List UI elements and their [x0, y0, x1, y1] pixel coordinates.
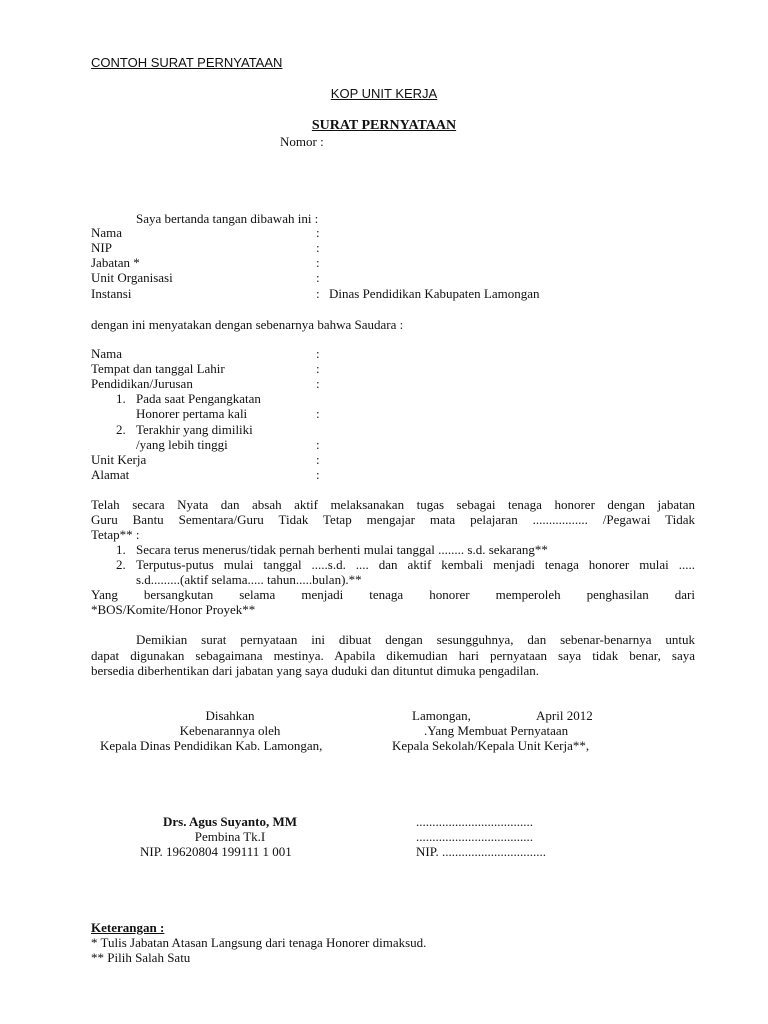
signature-line: Kebenarannya oleh	[179, 723, 281, 738]
field-colon: :	[316, 467, 320, 482]
note-item: ** Pilih Salah Satu	[91, 950, 191, 965]
field-colon: :	[316, 255, 320, 270]
income-line: *BOS/Komite/Honor Proyek**	[91, 602, 256, 617]
field-label: Unit Kerja	[91, 452, 147, 467]
field-colon: :	[316, 346, 320, 361]
field-colon: :	[316, 361, 320, 376]
field-label: Pada saat Pengangkatan	[136, 391, 261, 406]
declaration-text: dengan ini menyatakan dengan sebenarnya bahwa Saudara :	[91, 317, 404, 332]
document-title: SURAT PERNYATAAN	[311, 118, 457, 133]
body-paragraph-line: Guru Bantu Sementara/Guru Tidak Tetap mengajar mata pelajaran ................. /Pegawai Tidak	[91, 512, 695, 527]
field-label: Unit Organisasi	[91, 270, 173, 285]
kop-unit-kerja: KOP UNIT KERJA	[330, 86, 438, 101]
list-item: Secara terus menerus/tidak pernah berhenti mulai tanggal ........ s.d. sekarang**	[136, 542, 548, 557]
list-number: 1.	[116, 542, 126, 557]
list-item: Terputus-putus mulai tanggal .....s.d. .... dan aktif kembali menjadi tenaga honorer mulai .....	[136, 557, 695, 572]
list-item: s.d.........(aktif selama..... tahun.....bulan).**	[136, 572, 362, 587]
field-label: /yang lebih tinggi	[136, 437, 228, 452]
closing-line: Demikian surat pernyataan ini dibuat dengan sesungguhnya, dan sebenar-benarnya untuk	[136, 632, 695, 647]
signature-line: .Yang Membuat Pernyataan	[424, 723, 569, 738]
nomor-label: Nomor :	[280, 134, 324, 149]
field-colon: :	[316, 406, 320, 421]
income-line: Yang bersangkutan selama menjadi tenaga honorer memperoleh penghasilan dari	[91, 587, 695, 602]
signature-line: Kepala Dinas Pendidikan Kab. Lamongan,	[100, 738, 323, 753]
field-label: Nama	[91, 225, 123, 240]
signer-nip: NIP. 19620804 199111 1 001	[140, 844, 292, 859]
field-label: Honorer pertama kali	[136, 406, 248, 421]
notes-heading: Keterangan :	[91, 920, 165, 935]
field-label: Nama	[91, 346, 123, 361]
field-label: Alamat	[91, 467, 130, 482]
field-label: Terakhir yang dimiliki	[136, 422, 253, 437]
field-label: Pendidikan/Jurusan	[91, 376, 193, 391]
field-colon: :	[316, 452, 320, 467]
field-colon: :	[316, 376, 320, 391]
field-label: Instansi	[91, 286, 132, 301]
list-number: 2.	[116, 422, 126, 437]
closing-line: dapat digunakan sebagaimana mestinya. Apabila dikemudian hari pernyataan saya tidak benar, saya	[91, 648, 695, 663]
instansi-value: Dinas Pendidikan Kabupaten Lamongan	[329, 286, 540, 301]
nip-dots: NIP. ................................	[416, 844, 547, 859]
field-colon: :	[316, 270, 320, 285]
field-label: Tempat dan tanggal Lahir	[91, 361, 225, 376]
signature-line: Kepala Sekolah/Kepala Unit Kerja**,	[392, 738, 590, 753]
field-colon: :	[316, 437, 320, 452]
doc-label: CONTOH SURAT PERNYATAAN	[91, 55, 283, 70]
signer-rank: Pembina Tk.I	[194, 829, 266, 844]
signer-name: Drs. Agus Suyanto, MM	[163, 814, 297, 829]
list-number: 2.	[116, 557, 126, 572]
signature-line: Disahkan	[205, 708, 255, 723]
place-text: Lamongan,	[412, 708, 471, 723]
date-text: April 2012	[536, 708, 593, 723]
rank-dots: ....................................	[416, 829, 533, 844]
note-item: * Tulis Jabatan Atasan Langsung dari tenaga Honorer dimaksud.	[91, 935, 427, 950]
name-dots: ....................................	[416, 814, 533, 829]
field-label: NIP	[91, 240, 112, 255]
field-label: Jabatan *	[91, 255, 140, 270]
field-colon: :	[316, 286, 320, 301]
body-paragraph-line: Telah secara Nyata dan absah aktif melaksanakan tugas sebagai tenaga honorer dengan jabatan	[91, 497, 695, 512]
field-colon: :	[316, 225, 320, 240]
field-colon: :	[316, 240, 320, 255]
intro-text: Saya bertanda tangan dibawah ini :	[136, 211, 319, 226]
closing-line: bersedia diberhentikan dari jabatan yang saya duduki dan dituntut dimuka pengadilan.	[91, 663, 540, 678]
list-number: 1.	[116, 391, 126, 406]
body-paragraph-line: Tetap** :	[91, 527, 140, 542]
